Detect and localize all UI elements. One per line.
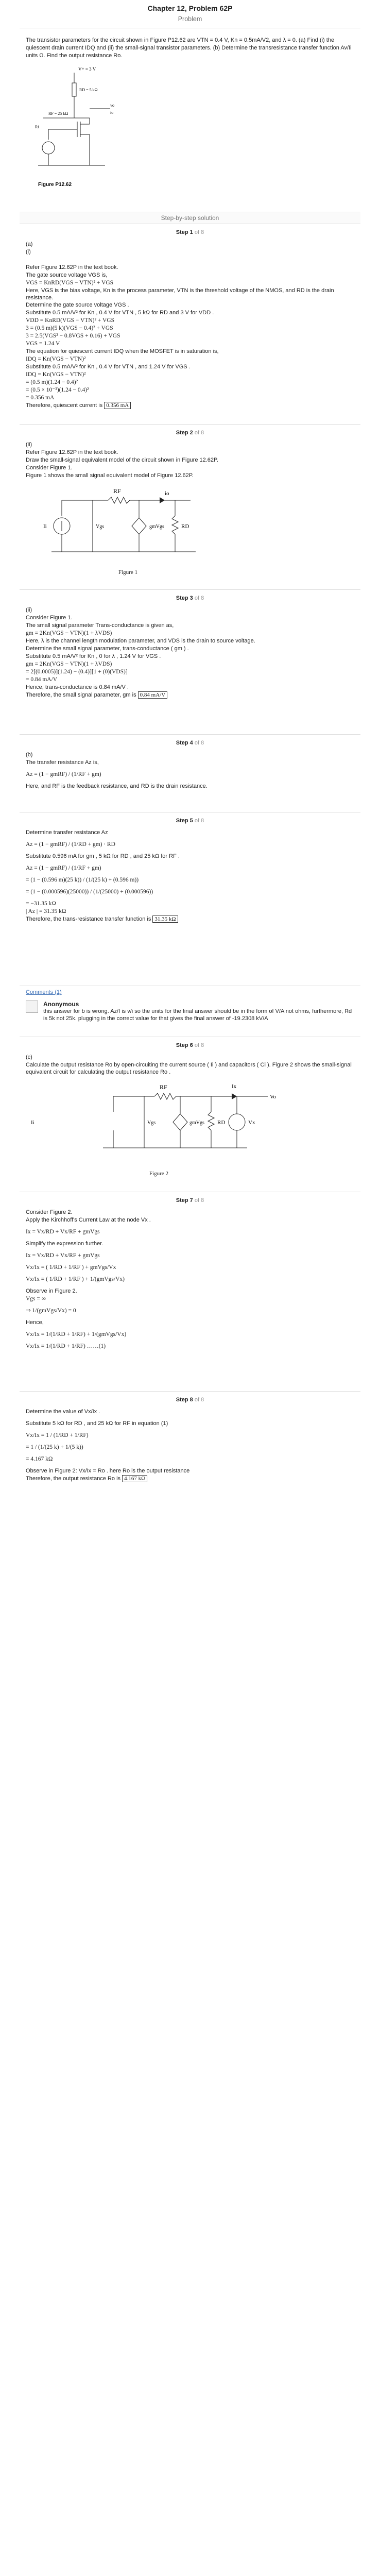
text-line: Determine the value of Vx/Ix . xyxy=(26,1409,100,1415)
answer-line xyxy=(26,1475,354,1483)
page-title: Chapter 12, Problem 62P xyxy=(147,4,233,12)
answer-prefix: Therefore, the trans-resistance transfer function is xyxy=(26,916,151,922)
fig1-gm-label: gmVgs xyxy=(149,524,164,530)
text-line: Here, VGS is the bias voltage, Kn is the process parameter, VTN is the threshold voltage of the NMOS, and RD is the drain resistance. xyxy=(26,287,334,301)
equation: = (1 − (0.596 m)(25 k)) / (1/(25 k) + (0.596 m)) xyxy=(26,877,139,883)
text-line: (ii) xyxy=(26,607,32,613)
comment-text: this answer for b is wrong. Az/I is v/i so the units for the final answer should be in the form of V/A not ohms, furthermore, Rd is 5k not 25k. plugging in the correct value for that gives the final answer of -19.2308 kV/A xyxy=(43,1008,352,1022)
equation: = 0.356 mA xyxy=(26,395,55,401)
step-label: Step 4 xyxy=(176,740,193,746)
text-line: Here, and RF is the feedback resistance, and RD is the drain resistance. xyxy=(26,783,208,789)
step-of: of 8 xyxy=(194,430,204,436)
text-line: Substitute 0.596 mA for gm , 5 kΩ for RD , and 25 kΩ for RF . xyxy=(26,853,180,859)
text-line: Substitute 0.5 mA/V² for Kn , 0 for λ , 1.24 V for VGS . xyxy=(26,653,161,659)
equation: Vgs = ∞ xyxy=(26,1296,46,1302)
text-line: Substitute 5 kΩ for RD , and 25 kΩ for RF in equation (1) xyxy=(26,1420,168,1427)
equation: Vx/Ix = 1/(1/RD + 1/RF) + 1/(gmVgs/Vx) xyxy=(26,1331,127,1337)
fig2-vo-label: Vo xyxy=(270,1094,277,1100)
equation: VGS = KnRD(VGS − VTN)² + VGS xyxy=(26,280,114,286)
equation: = 0.84 mA/V xyxy=(26,676,58,683)
step-label: Step 2 xyxy=(176,430,193,436)
fig2-vgs-label: Vgs xyxy=(147,1120,156,1126)
fig1-rd-label: RD xyxy=(181,523,189,530)
step-of: of 8 xyxy=(194,818,204,824)
answer-line xyxy=(26,916,354,923)
equation: VDD = KnRD(VGS − VTN)² + VGS xyxy=(26,317,114,324)
step-of: of 8 xyxy=(194,1197,204,1204)
fig1-vgs-label: Vgs xyxy=(96,524,105,530)
answer-line xyxy=(26,691,354,699)
fig1-ii-label: Ii xyxy=(43,523,47,530)
equation: ⇒ 1/(gmVgs/Vx) = 0 xyxy=(26,1308,76,1314)
equation: = 2[(0.0005)](1.24) − (0.4)][1 + (0)(VDS)] xyxy=(26,669,128,675)
text-line: Refer Figure 12.62P in the text book. xyxy=(26,264,118,270)
step-label: Step 1 xyxy=(176,229,193,235)
step-by-step-header: Step-by-step solution xyxy=(20,212,360,224)
answer-prefix: Therefore, the output resistance Ro is xyxy=(26,1476,121,1482)
step-3 xyxy=(20,590,360,735)
fig-io-label: io xyxy=(110,110,114,115)
equation: Vx/Ix = 1 / (1/RD + 1/RF) xyxy=(26,1432,89,1438)
text-line: Figure 1 shows the small signal equivalent model of Figure 12.62P. xyxy=(26,472,194,479)
text-line: Hence, trans-conductance is 0.84 mA/V . xyxy=(26,684,129,690)
text-line: Here, λ is the channel length modulation parameter, and VDS is the drain to source voltage. xyxy=(26,638,255,644)
equation: Az = (1 − gmRF) / (1/RF + gm) xyxy=(26,771,101,777)
step-6 xyxy=(20,1037,360,1192)
equation: = 1 / (1/(25 k) + 1/(5 k)) xyxy=(26,1444,83,1450)
equation: 3 = (0.5 m)(5 k)(VGS − 0.4)² + VGS xyxy=(26,325,113,331)
answer-box: 31.35 kΩ xyxy=(152,916,178,923)
problem-statement xyxy=(20,28,360,212)
equation: IDQ = Kn(VGS − VTN)² xyxy=(26,356,86,362)
problem-text: The transistor parameters for the circuit shown in Figure P12.62 are VTN = 0.4 V, Kn = 0.5mA/V2, and λ = 0. (a) Find (i) the quiescent drain current IDQ and (ii) the small-signal transistor parameters. (b) Determine the transresistance transfer function Av/Ii units Ω. Find the output resistance Ro. xyxy=(26,37,352,59)
equation: = (0.5 m)(1.24 − 0.4)² xyxy=(26,379,78,385)
text-line: The transfer resistance Az is, xyxy=(26,759,99,766)
text-line: The small signal parameter Trans-conductance is given as, xyxy=(26,622,174,629)
step-label: Step 6 xyxy=(176,1042,193,1048)
fig-ri-label: Ri xyxy=(35,125,39,129)
text-line: Consider Figure 1. xyxy=(26,615,73,621)
step-5 xyxy=(20,812,360,986)
text-line xyxy=(26,256,354,264)
answer-box: 0.84 mA/V xyxy=(138,691,168,699)
equation: gm = 2Kn(VGS − VTN)(1 + λVDS) xyxy=(26,661,112,667)
equation: Az = (1 − gmRF) / (1/RF + gm) xyxy=(26,865,101,871)
fig2-ix-label: Ix xyxy=(232,1083,237,1090)
text-line: Apply the Kirchhoff's Current Law at the node Vx . xyxy=(26,1217,151,1223)
step-7 xyxy=(20,1192,360,1392)
figure-caption: Figure 2 xyxy=(149,1171,168,1177)
answer-prefix: Therefore, the small signal parameter, gm is xyxy=(26,692,136,698)
equation: IDQ = Kn(VGS − VTN)² xyxy=(26,371,86,378)
answer-line xyxy=(26,402,354,410)
fig-caption: Figure P12.62 xyxy=(38,182,72,188)
text-line: Determine the small signal parameter, trans-conductance ( gm ) . xyxy=(26,646,189,652)
answer-box: 4.167 kΩ xyxy=(122,1475,147,1482)
fig-vdd-label: V+ = 3 V xyxy=(78,66,96,72)
equation: = −31.35 kΩ xyxy=(26,901,56,907)
fig2-gm-label: gmVgs xyxy=(189,1120,204,1126)
figure-1-circuit xyxy=(41,480,247,567)
equation: Ix = Vx/RD + Vx/RF + gmVgs xyxy=(26,1252,100,1259)
text-line: The gate source voltage VGS is, xyxy=(26,272,108,278)
step-label: Step 5 xyxy=(176,818,193,824)
text-line: Consider Figure 2. xyxy=(26,1209,73,1215)
fig-rf-label: RF = 25 kΩ xyxy=(48,111,68,116)
fig2-ii-label: Ii xyxy=(31,1120,34,1126)
fig2-rf-label: RF xyxy=(160,1083,167,1091)
text-line: (c) xyxy=(26,1054,32,1060)
text-line: The equation for quiescent current IDQ when the MOSFET is in saturation is, xyxy=(26,348,219,354)
step-label: Step 3 xyxy=(176,595,193,601)
text-line: Observe in Figure 2. xyxy=(26,1288,77,1294)
text-line: Substitute 0.5 mA/V² for Kn , 0.4 V for VTN , 5 kΩ for RD and 3 V for VDD . xyxy=(26,310,214,316)
text-line: Hence, xyxy=(26,1319,44,1326)
equation: = (0.5 × 10⁻³)(1.24 − 0.4)² xyxy=(26,387,89,393)
text-line: Draw the small-signal equivalent model of the circuit shown in Figure 12.62P. xyxy=(26,457,218,463)
text-line: Calculate the output resistance Ro by open-circuiting the current source ( Ii ) and capacitors ( Ci ). Figure 2 shows the small-signal equivalent circuit for calculating the output resistance Ro . xyxy=(26,1062,352,1075)
equation: 3 = 2.5(VGS² − 0.8VGS + 0.16) + VGS xyxy=(26,333,120,339)
equation: Ix = Vx/RD + Vx/RF + gmVgs xyxy=(26,1229,100,1235)
problem-figure xyxy=(33,62,136,196)
text-line: Refer Figure 12.62P in the text book. xyxy=(26,449,118,455)
equation: Vx/Ix = ( 1/RD + 1/RF ) + gmVgs/Vx xyxy=(26,1264,116,1270)
comment xyxy=(26,1001,354,1022)
comment-author: Anonymous xyxy=(43,1001,79,1008)
step-of: of 8 xyxy=(194,740,204,746)
fig2-rd-label: RD xyxy=(217,1120,226,1126)
step-of: of 8 xyxy=(194,1042,204,1048)
step-of: of 8 xyxy=(194,1397,204,1403)
text-line: Observe in Figure 2: Vx/Ix = Ro . here Ro is the output resistance xyxy=(26,1468,190,1474)
equation: Vx/Ix = ( 1/RD + 1/RF ) + 1/(gmVgs/Vx) xyxy=(26,1276,125,1282)
step-4 xyxy=(20,735,360,812)
step-label: Step 7 xyxy=(176,1197,193,1204)
equation: gm = 2Kn(VGS − VTN)(1 + λVDS) xyxy=(26,630,112,636)
fig-vo-label: vo xyxy=(110,103,114,108)
figure-caption: Figure 1 xyxy=(118,569,137,575)
fig1-rf-label: RF xyxy=(113,487,121,495)
page-subtitle: Problem xyxy=(178,15,202,23)
answer-box: 0.356 mA xyxy=(104,402,131,409)
text-line: Consider Figure 1. xyxy=(26,465,73,471)
equation: = 4.167 kΩ xyxy=(26,1456,53,1462)
fig2-vx-label: Vx xyxy=(248,1120,255,1126)
equation: VGS = 1.24 V xyxy=(26,341,60,347)
figure-2-circuit xyxy=(26,1076,314,1168)
comments-link[interactable]: Comments (1) xyxy=(26,989,62,995)
text-line: Determine the gate source voltage VGS . xyxy=(26,302,129,308)
avatar xyxy=(26,1001,38,1013)
comments-section xyxy=(20,986,360,1037)
text-line: (a) xyxy=(26,241,33,247)
fig1-io-label: io xyxy=(165,490,169,497)
text-line: (ii) xyxy=(26,442,32,448)
step-of: of 8 xyxy=(194,229,204,235)
answer-prefix: Therefore, quiescent current is xyxy=(26,402,103,409)
equation: Vx/Ix = 1/(1/RD + 1/RF) ……(1) xyxy=(26,1343,106,1349)
text-line: (b) xyxy=(26,752,33,758)
step-8 xyxy=(20,1392,360,1505)
equation: | Az | = 31.35 kΩ xyxy=(26,908,66,914)
text-line: Determine transfer resistance Az xyxy=(26,829,108,836)
step-1 xyxy=(20,224,360,425)
equation: = (1 − (0.000596)(25000)) / (1/(25000) + (0.000596)) xyxy=(26,889,153,895)
text-line: Substitute 0.5 mA/V² for Kn , 0.4 V for VTN , and 1.24 V for VGS . xyxy=(26,364,191,370)
fig-rd-label: RD = 5 kΩ xyxy=(79,88,98,92)
text-line: (i) xyxy=(26,249,31,255)
step-label: Step 8 xyxy=(176,1397,193,1403)
step-of: of 8 xyxy=(194,595,204,601)
step-2 xyxy=(20,425,360,590)
equation: Az = (1 − gmRF) / (1/RD + gm) ⋅ RD xyxy=(26,841,115,848)
text-line: Simplify the expression further. xyxy=(26,1241,103,1247)
